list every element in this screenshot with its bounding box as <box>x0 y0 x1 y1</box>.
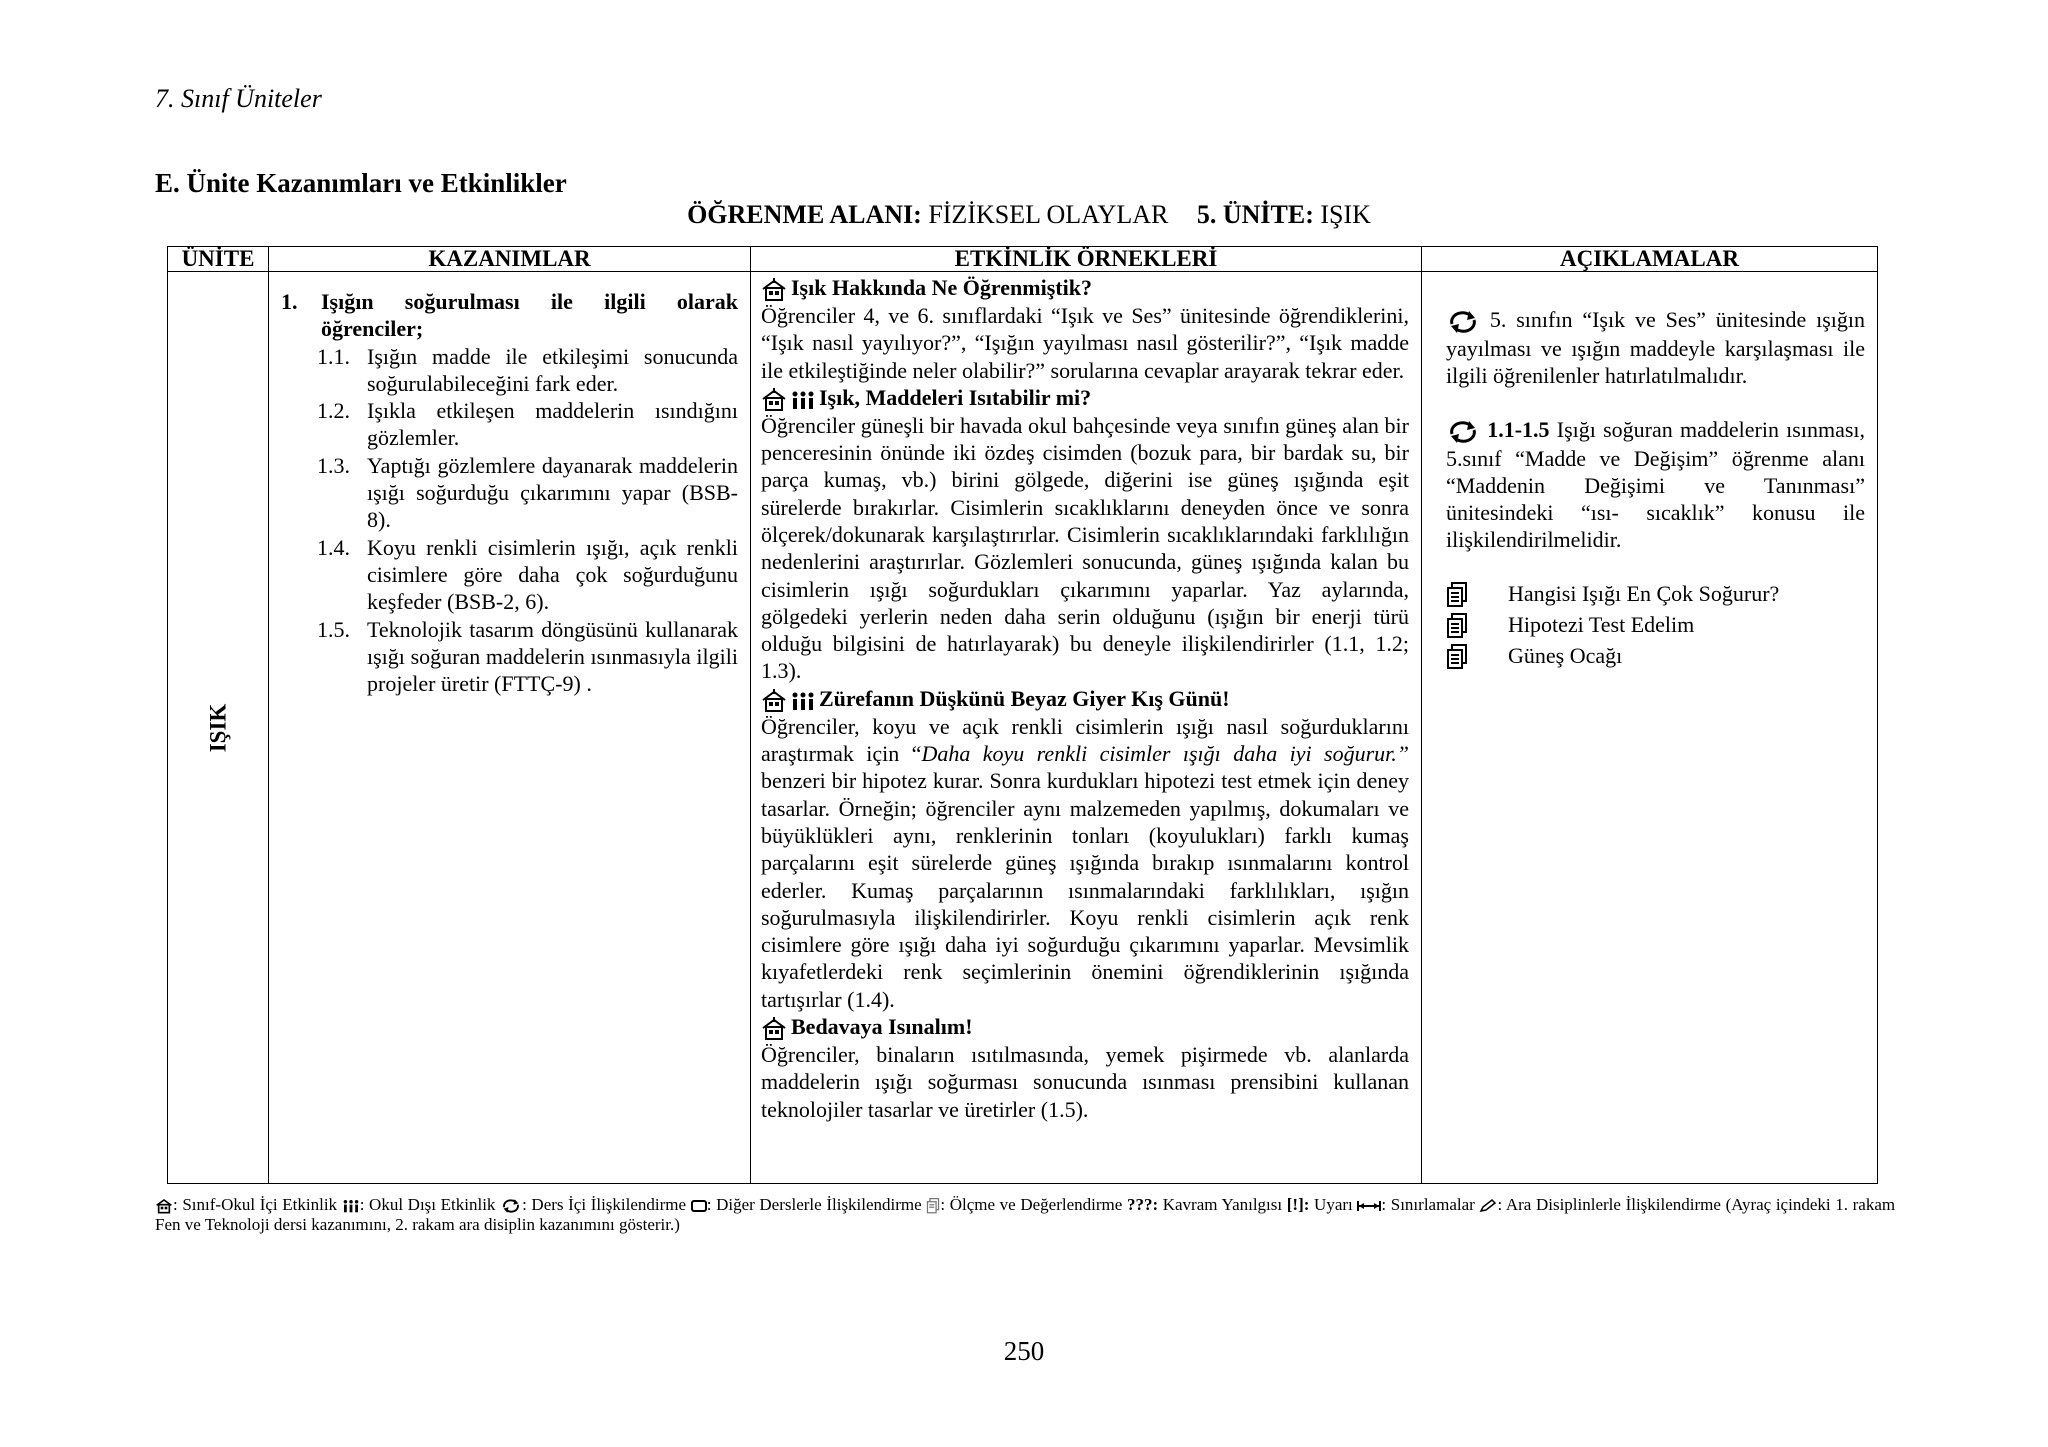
kazanim-item <box>317 534 738 616</box>
activity-block <box>761 685 1409 1013</box>
activity-heading <box>761 685 1409 713</box>
people-icon <box>791 685 815 712</box>
col-header-kazanimlar: KAZANIMLAR <box>269 247 751 272</box>
area-label: ÖĞRENME ALANI: <box>687 200 922 229</box>
assessment-title: Güneş Ocağı <box>1508 642 1623 668</box>
legend-olcme: : Ölçme ve Değerlendirme <box>940 1195 1123 1214</box>
aciklamalar-cell <box>1422 272 1878 1184</box>
legend-sinir: : Sınırlamalar <box>1381 1195 1475 1214</box>
school-icon <box>761 274 787 302</box>
activity-block <box>761 1013 1409 1123</box>
kazanim-title-text: Işığın soğurulması ile ilgili olarak öğrenciler; <box>321 289 738 342</box>
hypothesis-text: Daha koyu renkli cisimler ışığı daha iyi soğurur.” <box>921 741 1409 767</box>
list-item <box>1446 578 1865 609</box>
explanation-text: Işığı soğuran maddelerin ısınması, 5.sınıf “Madde ve Değişim” öğrenme alanı “Maddenin Değişimi ve Tanınması” ünitesindeki “ısı- sıcaklık” konusu ile ilişkilendirilmelidir. <box>1446 416 1866 553</box>
legend-uyari: Uyarı <box>1309 1195 1353 1214</box>
activity-body <box>761 713 1409 1013</box>
document-icon <box>1446 641 1508 670</box>
activity-body: Öğrenciler 4, ve 6. sınıflardaki “Işık ve Ses” ünitesinde öğrendiklerini, “Işık nasıl yayılıyor?”, “Işığın yayılması nasıl gösterilir?”, “Işık madde ile etkileştiğinde neler olabilir?” sorularına cevaplar arayarak tekrar eder. <box>761 302 1409 383</box>
activity-body: Öğrenciler güneşli bir havada okul bahçesinde veya sınıfın güneş alan bir penceresinin önünde iki özdeş cisimden (bozuk para, bir bardak su, bir parça kumaş, vb.) birini gölgede, diğerini ise güneş ışığında eşit sürelerde bırakırlar. Cisimlerin sıcaklıklarını deneyden önce ve sonra ölçerek/dokunarak karşılaştırırlar. Cisimlerin sıcaklıklarındaki farklılığın nedenlerini araştırırlar. Gözlemleri sonucunda, güneş ışığında kalan bu cisimlerin ışığı soğurdukları çıkarımını yaparlar. Yaz aylarında, gölgedeki yerlerin neden daha serin olduğunu (ışığın bir enerji türü olduğu bilgisini de hatırlayarak) bu deneyle ilişkilendirirler (1.1, 1.2; 1.3). <box>761 412 1409 684</box>
kazanim-number: 1.2. <box>317 398 350 424</box>
activity-heading <box>761 274 1409 302</box>
kazanim-number: 1.3. <box>317 452 350 478</box>
kazanim-number: 1.4. <box>317 534 350 560</box>
document-icon <box>1446 579 1508 608</box>
legend-diger-ders: : Diğer Derslerle İlişkilendirme <box>706 1195 922 1214</box>
legend-sinif-okul: : Sınıf-Okul İçi Etkinlik <box>173 1195 338 1214</box>
cycle-icon <box>1446 307 1490 332</box>
list-item <box>1446 640 1865 671</box>
assessment-title: Hipotezi Test Edelim <box>1508 611 1695 637</box>
activity-title: Zürefanın Düşkünü Beyaz Giyer Kış Günü! <box>819 686 1230 712</box>
explanation-ref: 1.1-1.5 <box>1487 416 1550 442</box>
legend-ara-disiplin: : Ara Disiplinlerle İlişkilendirme (Ayraç içindeki 1. rakam Fen ve Teknoloji dersi kazanımını, 2. rakam ara disiplin kazanımını gösterir.) <box>155 1195 1896 1234</box>
activity-body-rest: benzeri bir hipotez kurar. Sonra kurdukları hipotezi test etmek için deney tasarlar. Örneğin; öğrenciler aynı malzemeden yapılmış, dokumaları ve büyüklükleri aynı, renklerinin tonları (koyulukları) farklı kumaş parçalarını eşit sürelerde güneş ışığında bırakıp ısınmalarını kontrol ederler. Kumaş parçalarının ısınmalarındaki farklılıkları, ışığın soğurulmasıyla ilişkilendirirler. Koyu renkli cisimlerin açık renk cisimlere göre ışığı daha iyi soğurduğu çıkarımını yaparlar. Mevsimlik kıyafetlerdeki renk seçimlerinin önemini öğrendiklerinin ışığında tartışırlar (1.4). <box>761 768 1409 1012</box>
legend-kavram: Kavram Yanılgısı <box>1158 1195 1283 1214</box>
explanation-note <box>1446 306 1865 390</box>
area-value: FİZİKSEL OLAYLAR <box>928 200 1169 229</box>
legend-kavram-symbol: ???: <box>1126 1195 1159 1214</box>
legend <box>155 1195 1895 1235</box>
school-icon <box>761 384 787 412</box>
table-row <box>168 272 1878 1184</box>
pencil-icon <box>1479 1195 1497 1214</box>
kazanim-item <box>317 452 738 534</box>
people-icon <box>791 384 815 411</box>
kazanim-item <box>317 343 738 398</box>
people-icon <box>342 1195 360 1214</box>
unit-label: 5. ÜNİTE: <box>1196 200 1314 229</box>
page-number: 250 <box>1003 1336 1045 1366</box>
activity-heading <box>761 1013 1409 1041</box>
document-icon <box>926 1195 940 1214</box>
activity-body-start: Öğrenciler, koyu ve açık renkli cisimlerin ışığı nasıl soğurduklarını araştırmak için “ <box>761 713 1409 767</box>
document-icon <box>1446 610 1508 639</box>
cycle-icon <box>500 1195 522 1214</box>
table-header-row <box>168 247 1878 272</box>
kazanim-text: Işıkla etkileşen maddelerin ısındığını gözlemler. <box>367 398 738 451</box>
kazanim-text: Yaptığı gözlemlere dayanarak maddelerin ışığı soğurduğu çıkarımını yapar (BSB-8). <box>367 452 738 533</box>
kazanimlar-cell <box>269 272 751 1184</box>
unit-name: IŞIK <box>205 703 231 752</box>
legend-okul-disi: : Okul Dışı Etkinlik <box>359 1195 496 1214</box>
cycle-icon <box>1446 417 1487 442</box>
school-icon <box>155 1195 173 1214</box>
activity-title: Işık Hakkında Ne Öğrenmiştik? <box>791 275 1092 301</box>
learning-area-line <box>0 200 2048 230</box>
activity-title: Bedavaya Isınalım! <box>791 1014 973 1040</box>
school-icon <box>761 1013 787 1041</box>
activity-body: Öğrenciler, binaların ısıtılmasında, yemek pişirmede vb. alanlarda maddelerin ışığı soğurması sonucunda ısınması prensibini kullanan teknolojiler tasarlar ve üretirler (1.5). <box>761 1041 1409 1122</box>
etkinlik-cell <box>751 272 1422 1184</box>
col-header-etkinlik: ETKİNLİK ÖRNEKLERİ <box>751 247 1422 272</box>
legend-ders-ici: : Ders İçi İlişkilendirme <box>522 1195 687 1214</box>
col-header-aciklamalar: AÇIKLAMALAR <box>1422 247 1878 272</box>
activity-block <box>761 274 1409 384</box>
activity-title: Işık, Maddeleri Isıtabilir mi? <box>819 385 1092 411</box>
activity-heading <box>761 384 1409 412</box>
kazanim-title <box>281 288 738 343</box>
section-title: E. Ünite Kazanımları ve Etkinlikler <box>155 168 567 198</box>
kazanim-item <box>317 397 738 452</box>
explanation-note <box>1446 416 1865 554</box>
kazanim-number: 1.1. <box>317 343 350 369</box>
kazanim-text: Teknolojik tasarım döngüsünü kullanarak ışığı soğuran maddelerin ısınmasıyla ilgili projeler üretir (FTTÇ-9) . <box>367 616 738 697</box>
legend-uyari-symbol: [!]: <box>1286 1195 1310 1214</box>
kazanim-title-number: 1. <box>281 289 298 314</box>
list-item <box>1446 609 1865 640</box>
assessment-list <box>1446 578 1865 671</box>
explanation-text: 5. sınıfın “Işık ve Ses” ünitesinde ışığın yayılması ve ışığın maddeyle karşılaşması ile ilgili öğrenilenler hatırlatılmalıdır. <box>1446 307 1866 389</box>
col-header-unite: ÜNİTE <box>168 247 269 272</box>
kazanim-text: Koyu renkli cisimlerin ışığı, açık renkli cisimlere göre daha çok soğurduğunu keşfeder (BSB-2, 6). <box>367 534 738 615</box>
rectangle-icon <box>691 1195 707 1214</box>
unit-cell <box>168 272 269 1184</box>
school-icon <box>761 685 787 713</box>
kazanim-text: Işığın madde ile etkileşimi sonucunda soğurulabileceğini fark eder. <box>367 343 738 396</box>
kazanim-number: 1.5. <box>317 616 350 642</box>
limit-arrows-icon <box>1357 1195 1381 1214</box>
running-head: 7. Sınıf Üniteler <box>155 84 322 113</box>
kazanim-item <box>317 616 738 698</box>
unit-table <box>167 246 1878 1184</box>
activity-block <box>761 384 1409 685</box>
assessment-title: Hangisi Işığı En Çok Soğurur? <box>1508 580 1780 606</box>
unit-value: IŞIK <box>1320 200 1371 229</box>
